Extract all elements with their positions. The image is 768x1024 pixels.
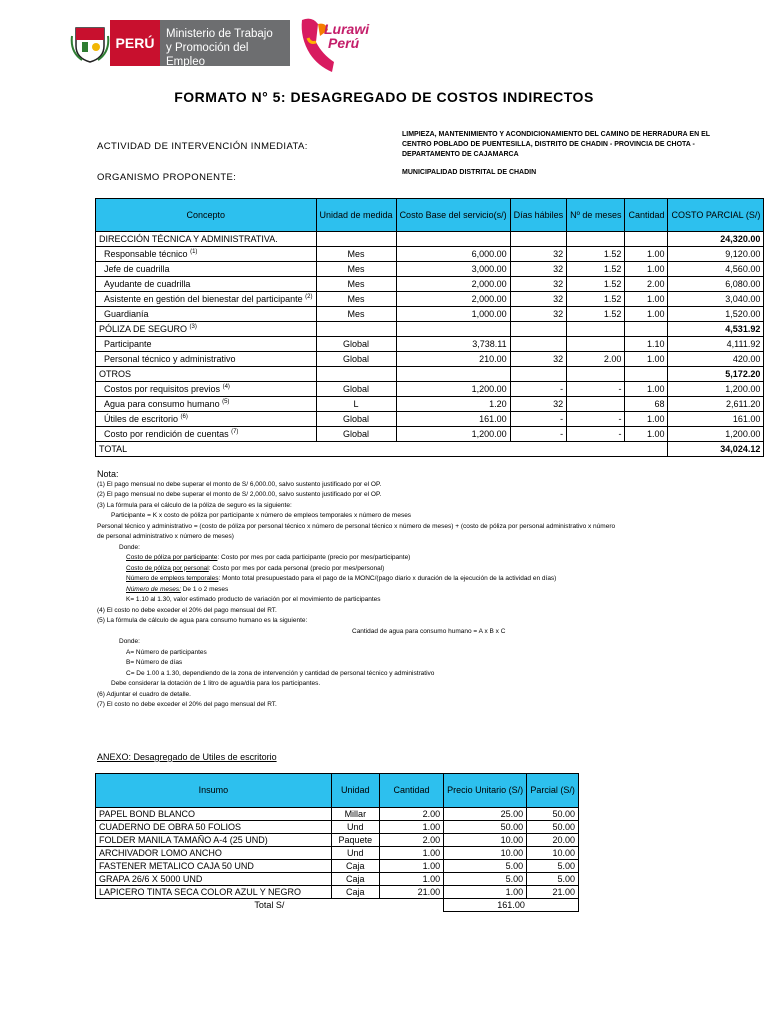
- concepto-text: Participante: [104, 339, 152, 349]
- cell-unidad: Mes: [316, 307, 396, 322]
- table-row: [96, 262, 764, 277]
- annex-row: [96, 873, 579, 886]
- annex-col-insumo: Insumo: [96, 774, 332, 808]
- concepto-text: Personal técnico y administrativo: [104, 354, 236, 364]
- cell-concepto: [96, 382, 317, 397]
- annex-cell-precio: 25.00: [444, 808, 527, 821]
- concepto-text: Guardianía: [104, 309, 149, 319]
- col-header-concepto: Concepto: [96, 199, 317, 232]
- cell-cantidad: 1.00: [625, 292, 668, 307]
- cell-meses: [567, 232, 625, 247]
- annex-cell-insumo: CUADERNO DE OBRA 50 FOLIOS: [96, 821, 332, 834]
- activity-value: LIMPIEZA, MANTENIMIENTO Y ACONDICIONAMIENTO DEL CAMINO DE HERRADURA EN EL CENTRO POBLADO DE PUENTESILLA, DISTRITO DE CHADIN - PROVINCIA DE CHOTA - DEPARTAMENTO DE CAJAMARCA: [402, 131, 710, 158]
- def-1-text: : Costo por mes por cada participante (precio por mes/participante): [217, 554, 411, 561]
- lurawi-logo-text: [324, 22, 369, 50]
- cell-meses: -: [567, 382, 625, 397]
- cell-unidad: [316, 232, 396, 247]
- cell-dias: -: [510, 382, 567, 397]
- def-3-text: : Monto total presupuestado para el pago de la MONC/(pago diario x duración de la ejecución de la actividad en días): [218, 575, 557, 582]
- cell-cantidad: 2.00: [625, 277, 668, 292]
- annex-cell-parcial: 21.00: [527, 886, 579, 899]
- annex-row: [96, 808, 579, 821]
- note-2: (2) El pago mensual no debe superar el monto de S/ 2,000.00, salvo sustento justificado por el OP.: [97, 491, 382, 498]
- cell-parcial: 2,611.20: [668, 397, 764, 412]
- footnote-ref: (3): [189, 324, 197, 330]
- cell-unidad: Global: [316, 352, 396, 367]
- cell-concepto: [96, 397, 317, 412]
- cell-meses: 1.52: [567, 307, 625, 322]
- note-3-formula-personal-cont: de personal administrativo x número de meses): [97, 533, 234, 540]
- cell-cantidad: 1.00: [625, 382, 668, 397]
- notes-title: Nota:: [97, 469, 119, 479]
- cell-cantidad: [625, 322, 668, 337]
- annex-cell-parcial: 50.00: [527, 808, 579, 821]
- annex-title: ANEXO: Desagregado de Utiles de escritorio: [97, 752, 277, 762]
- annex-row: [96, 821, 579, 834]
- cell-unidad: Mes: [316, 262, 396, 277]
- peru-brand-label: PERÚ: [110, 20, 160, 66]
- concepto-text: Jefe de cuadrilla: [104, 264, 170, 274]
- cell-parcial: 4,111.92: [668, 337, 764, 352]
- table-row: [96, 427, 764, 442]
- col-header-meses: Nº de meses: [567, 199, 625, 232]
- note-3-formula-participante: Participante = K x costo de póliza por participante x número de empleos temporales x número de meses: [111, 512, 412, 519]
- cell-meses: [567, 322, 625, 337]
- cell-dias: [510, 232, 567, 247]
- cell-cantidad: 1.00: [625, 262, 668, 277]
- annex-cell-cantidad: 21.00: [379, 886, 443, 899]
- cell-meses: 1.52: [567, 262, 625, 277]
- peru-coat-of-arms-logo: [70, 22, 110, 64]
- page-title: FORMATO N° 5: DESAGREGADO DE COSTOS INDIRECTOS: [174, 89, 594, 105]
- note-3-formula-personal: Personal técnico y administrativo = (costo de póliza por personal técnico x número de personal técnico x número de meses) + (costo de póliza por personal administrativo x número: [97, 522, 616, 530]
- cell-dias: 32: [510, 292, 567, 307]
- concepto-text: Ayudante de cuadrilla: [104, 279, 191, 289]
- cell-unidad: Global: [316, 382, 396, 397]
- annex-cell-insumo: FASTENER METALICO CAJA 50 UND: [96, 860, 332, 873]
- cell-unidad: Global: [316, 412, 396, 427]
- cell-dias: -: [510, 427, 567, 442]
- col-header-cantidad: Cantidad: [625, 199, 668, 232]
- concepto-text: DIRECCIÓN TÉCNICA Y ADMINISTRATIVA.: [99, 234, 278, 244]
- cell-meses: 1.52: [567, 247, 625, 262]
- note-6: (6) Adjuntar el cuadro de detalle.: [97, 690, 191, 698]
- annex-cell-unidad: Und: [331, 821, 379, 834]
- note-4: (4) El costo no debe exceder el 20% del pago mensual del RT.: [97, 606, 277, 614]
- cell-meses: [567, 397, 625, 412]
- cell-dias: 32: [510, 352, 567, 367]
- cell-concepto: [96, 427, 317, 442]
- note-3-def-2: [97, 564, 737, 575]
- costs-header-row: [96, 199, 764, 232]
- cell-meses: [567, 337, 625, 352]
- cell-concepto: [96, 262, 317, 277]
- cell-parcial: 420.00: [668, 352, 764, 367]
- cell-costo-base: 2,000.00: [396, 277, 510, 292]
- annex-cell-insumo: GRAPA 26/6 X 5000 UND: [96, 873, 332, 886]
- org-value: MUNICIPALIDAD DISTRITAL DE CHADIN: [402, 169, 537, 176]
- cell-cantidad: 68: [625, 397, 668, 412]
- cell-concepto: [96, 412, 317, 427]
- note-5-formula: Cantidad de agua para consumo humano = A x B x C: [352, 627, 506, 635]
- def-4-term: Número de meses:: [126, 585, 181, 593]
- cell-unidad: [316, 367, 396, 382]
- annex-cell-precio: 5.00: [444, 873, 527, 886]
- note-5-def-a: A= Número de participantes: [126, 648, 207, 656]
- cell-concepto: [96, 352, 317, 367]
- cell-costo-base: 161.00: [396, 412, 510, 427]
- cell-costo-base: 2,000.00: [396, 292, 510, 307]
- ministry-line-1: Ministerio de Trabajo: [166, 28, 273, 40]
- def-1-term: Costo de póliza por participante: [126, 554, 218, 561]
- cell-parcial: 5,172.20: [668, 367, 764, 382]
- annex-cell-cantidad: 2.00: [379, 808, 443, 821]
- annex-cell-insumo: PAPEL BOND BLANCO: [96, 808, 332, 821]
- footnote-ref: (1): [190, 249, 198, 255]
- cell-parcial: 4,560.00: [668, 262, 764, 277]
- annex-row: [96, 847, 579, 860]
- cell-dias: [510, 322, 567, 337]
- table-row: [96, 352, 764, 367]
- annex-cell-unidad: Caja: [331, 860, 379, 873]
- ministry-logo: [110, 20, 290, 66]
- annex-cell-precio: 10.00: [444, 834, 527, 847]
- cell-parcial: 1,200.00: [668, 427, 764, 442]
- table-row: [96, 307, 764, 322]
- cell-dias: 32: [510, 397, 567, 412]
- annex-cell-precio: 5.00: [444, 860, 527, 873]
- cell-meses: 1.52: [567, 292, 625, 307]
- note-5-def-b: B= Número de días: [126, 659, 183, 666]
- annex-cell-precio: 1.00: [444, 886, 527, 899]
- annex-col-cantidad: Cantidad: [379, 774, 443, 808]
- annex-col-unidad: Unidad: [331, 774, 379, 808]
- concepto-text: OTROS: [99, 369, 132, 379]
- footnote-ref: (5): [222, 399, 230, 405]
- table-row: [96, 382, 764, 397]
- ministry-line-2: y Promoción del Empleo: [166, 42, 249, 68]
- annex-cell-unidad: Und: [331, 847, 379, 860]
- annex-cell-parcial: 10.00: [527, 847, 579, 860]
- cell-concepto: [96, 337, 317, 352]
- cell-dias: -: [510, 412, 567, 427]
- annex-cell-cantidad: 1.00: [379, 873, 443, 886]
- total-row: [96, 442, 764, 457]
- cell-concepto: [96, 292, 317, 307]
- concepto-text: Agua para consumo humano: [104, 399, 220, 409]
- footnote-ref: (4): [222, 384, 230, 390]
- concepto-text: Asistente en gestión del bienestar del participante: [104, 294, 303, 304]
- cell-unidad: Global: [316, 337, 396, 352]
- notes-section: [97, 469, 737, 711]
- annex-cell-parcial: 5.00: [527, 873, 579, 886]
- cell-dias: [510, 367, 567, 382]
- concepto-text: Costo por rendición de cuentas: [104, 429, 229, 439]
- cell-cantidad: 1.00: [625, 427, 668, 442]
- cell-costo-base: 6,000.00: [396, 247, 510, 262]
- cell-parcial: 9,120.00: [668, 247, 764, 262]
- lurawi-line-2: Perú: [328, 35, 360, 51]
- cell-dias: 32: [510, 277, 567, 292]
- concepto-text: Útiles de escritorio: [104, 414, 179, 424]
- cell-costo-base: 1,000.00: [396, 307, 510, 322]
- annex-header-row: [96, 774, 579, 808]
- cell-concepto: [96, 307, 317, 322]
- table-row: [96, 292, 764, 307]
- cell-costo-base: [396, 232, 510, 247]
- def-2-text: : Costo por mes por cada personal (precio por mes/personal): [208, 564, 385, 572]
- col-header-costo-base: Costo Base del servicio(s/): [396, 199, 510, 232]
- concepto-text: Costos por requisitos previos: [104, 384, 221, 394]
- cell-dias: 32: [510, 262, 567, 277]
- section-row: [96, 232, 764, 247]
- annex-cell-parcial: 20.00: [527, 834, 579, 847]
- cell-costo-base: 210.00: [396, 352, 510, 367]
- note-5-consider: Debe considerar la dotación de 1 litro de agua/día para los participantes.: [111, 680, 321, 687]
- footnote-ref: (7): [231, 429, 239, 435]
- annex-cell-insumo: ARCHIVADOR LOMO ANCHO: [96, 847, 332, 860]
- concepto-text: PÓLIZA DE SEGURO: [99, 324, 188, 334]
- annex-cell-cantidad: 1.00: [379, 847, 443, 860]
- cell-parcial: 1,520.00: [668, 307, 764, 322]
- section-row: [96, 322, 764, 337]
- section-row: [96, 367, 764, 382]
- cell-costo-base: [396, 322, 510, 337]
- annex-row: [96, 886, 579, 899]
- cell-cantidad: 1.00: [625, 307, 668, 322]
- cell-cantidad: 1.00: [625, 412, 668, 427]
- cell-concepto: [96, 322, 317, 337]
- footnote-ref: (2): [305, 294, 313, 300]
- cell-cantidad: 1.10: [625, 337, 668, 352]
- cell-meses: -: [567, 412, 625, 427]
- cell-cantidad: [625, 367, 668, 382]
- cell-dias: 32: [510, 307, 567, 322]
- cell-unidad: Mes: [316, 277, 396, 292]
- cell-unidad: Mes: [316, 292, 396, 307]
- cell-parcial: 24,320.00: [668, 232, 764, 247]
- note-5-donde: Donde:: [119, 638, 140, 645]
- total-value: 34,024.12: [668, 442, 764, 457]
- cell-unidad: Global: [316, 427, 396, 442]
- annex-cell-cantidad: 2.00: [379, 834, 443, 847]
- cell-cantidad: 1.00: [625, 352, 668, 367]
- lurawi-line-1: Lurawi: [324, 21, 370, 37]
- annex-row: [96, 860, 579, 873]
- annex-cell-parcial: 5.00: [527, 860, 579, 873]
- col-header-unidad: Unidad de medida: [316, 199, 396, 232]
- cell-concepto: [96, 277, 317, 292]
- note-5: (5) La fórmula de cálculo de agua para consumo humano es la siguiente:: [97, 617, 308, 624]
- cell-meses: 2.00: [567, 352, 625, 367]
- cell-costo-base: 3,738.11: [396, 337, 510, 352]
- cell-costo-base: [396, 367, 510, 382]
- annex-cell-unidad: Millar: [331, 808, 379, 821]
- cell-concepto: [96, 247, 317, 262]
- note-3-def-3: [97, 574, 737, 585]
- cell-unidad: L: [316, 397, 396, 412]
- note-7: (7) El costo no debe exceder el 20% del pago mensual del RT.: [97, 701, 277, 708]
- annex-cell-unidad: Caja: [331, 873, 379, 886]
- annex-cell-precio: 50.00: [444, 821, 527, 834]
- note-3-def-1: [97, 553, 737, 564]
- annex-cell-parcial: 50.00: [527, 821, 579, 834]
- annex-total-row: [96, 899, 579, 912]
- col-header-dias: Días hábiles: [510, 199, 567, 232]
- cell-parcial: 6,080.00: [668, 277, 764, 292]
- table-row: [96, 277, 764, 292]
- footnote-ref: (6): [180, 414, 188, 420]
- cell-unidad: [316, 322, 396, 337]
- note-1: (1) El pago mensual no debe superar el monto de S/ 6,000.00, salvo sustento justificado por el OP.: [97, 480, 382, 488]
- cell-concepto: [96, 232, 317, 247]
- org-label: ORGANISMO PROPONENTE:: [97, 172, 237, 183]
- annex-cell-precio: 10.00: [444, 847, 527, 860]
- note-3: (3) La fórmula para el cálculo de la póliza de seguro es la siguiente:: [97, 501, 292, 509]
- table-row: [96, 412, 764, 427]
- cell-concepto: [96, 367, 317, 382]
- annex-cell-unidad: Paquete: [331, 834, 379, 847]
- annex-col-precio: Precio Unitario (S/): [444, 774, 527, 808]
- cell-cantidad: 1.00: [625, 247, 668, 262]
- activity-label: ACTIVIDAD DE INTERVENCIÓN INMEDIATA:: [97, 141, 308, 152]
- col-header-parcial: COSTO PARCIAL (S/): [668, 199, 764, 232]
- table-row: [96, 247, 764, 262]
- cell-dias: 32: [510, 247, 567, 262]
- cell-costo-base: 1,200.00: [396, 427, 510, 442]
- annex-cell-insumo: FOLDER MANILA TAMAÑO A-4 (25 UND): [96, 834, 332, 847]
- cell-meses: [567, 367, 625, 382]
- cell-costo-base: 1,200.00: [396, 382, 510, 397]
- cell-parcial: 161.00: [668, 412, 764, 427]
- note-3-def-5: K= 1.10 al 1.30, valor estimado producto de variación por el movimiento de participantes: [126, 596, 381, 603]
- table-row: [96, 397, 764, 412]
- annex-cell-unidad: Caja: [331, 886, 379, 899]
- def-4-text: De 1 o 2 meses: [180, 585, 229, 593]
- cell-meses: 1.52: [567, 277, 625, 292]
- indirect-costs-table: [95, 198, 764, 457]
- annex-cell-cantidad: 1.00: [379, 821, 443, 834]
- note-5-def-c: C= De 1.00 a 1.30, dependiendo de la zona de intervención y cantidad de personal técnico y administrativo: [126, 669, 435, 677]
- cell-meses: -: [567, 427, 625, 442]
- cell-costo-base: 3,000.00: [396, 262, 510, 277]
- cell-dias: [510, 337, 567, 352]
- cell-cantidad: [625, 232, 668, 247]
- cell-unidad: Mes: [316, 247, 396, 262]
- annex-table: [95, 773, 579, 912]
- annex-row: [96, 834, 579, 847]
- total-label: TOTAL: [96, 442, 668, 457]
- annex-cell-insumo: LAPICERO TINTA SECA COLOR AZUL Y NEGRO: [96, 886, 332, 899]
- cell-parcial: 1,200.00: [668, 382, 764, 397]
- note-3-def-4: [97, 585, 737, 596]
- cell-parcial: 3,040.00: [668, 292, 764, 307]
- concepto-text: Responsable técnico: [104, 249, 188, 259]
- annex-cell-cantidad: 1.00: [379, 860, 443, 873]
- cell-parcial: 4,531.92: [668, 322, 764, 337]
- def-2-term: Costo de póliza por personal: [126, 564, 209, 572]
- def-3-term: Número de empleos temporales: [126, 575, 219, 582]
- cell-costo-base: 1.20: [396, 397, 510, 412]
- annex-col-parcial: Parcial (S/): [527, 774, 579, 808]
- annex-total-value: 161.00: [444, 899, 579, 912]
- note-3-donde: Donde:: [119, 543, 140, 551]
- table-row: [96, 337, 764, 352]
- annex-total-label: Total S/: [254, 900, 285, 911]
